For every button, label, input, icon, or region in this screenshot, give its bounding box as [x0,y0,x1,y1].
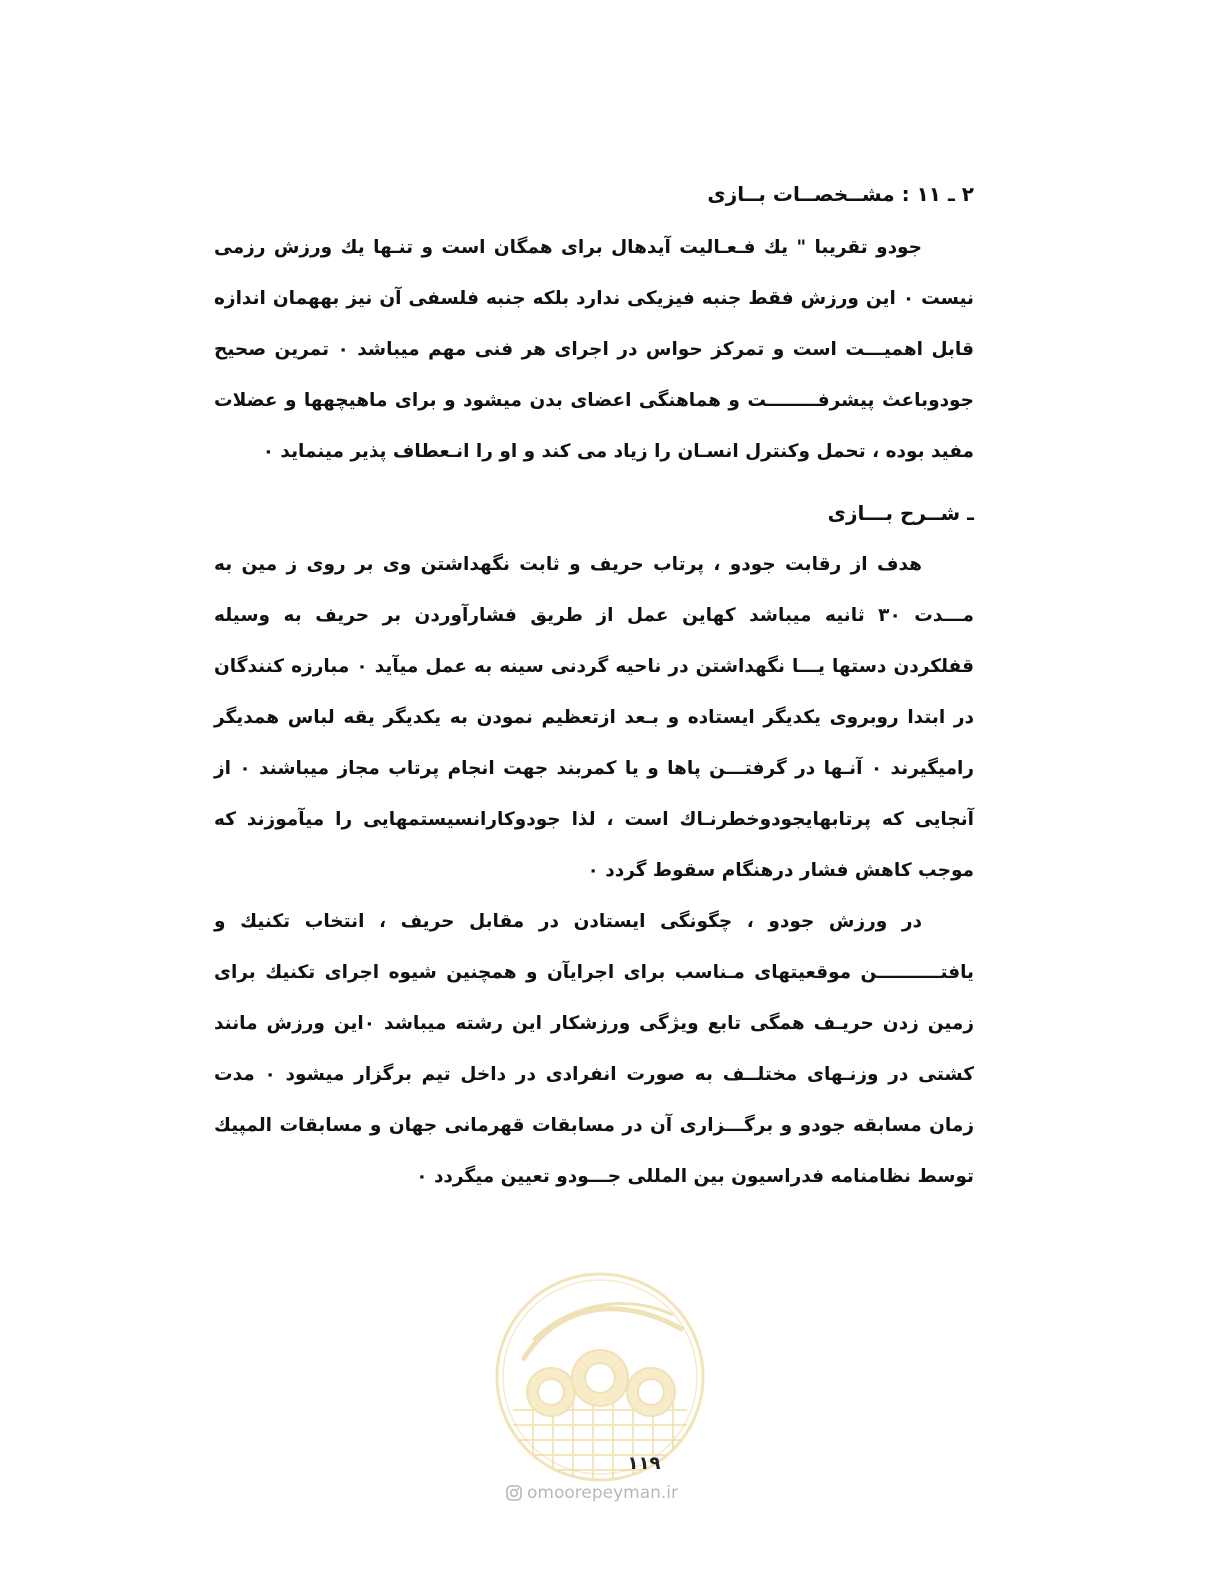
paragraph-game-rules: در ورزش جودو ، چگونگی ایستادن در مقابل حریف ، انتخاب تکنیك و یافتــــــــــن موقعیتهای مـناسب برای اجرایآن و همچنین شیوه اجرای تکنیك برای زمین زدن حریـف همگی تابع ویژگی ورزشکار این رشته میباشد ۰این ورزش مانند کشتی در وزنـهای مختلــف به صورت انفرادی در داخل تیم برگزار میشود ۰ مدت زمان مسابقه جودو و برگـــزاری آن در مسابقات قهرمانی جهان و مسابقات المپیك توسط نظامنامه فدراسیون بین المللی جـــودو تعیین میگردد ۰ [214,911,975,1187]
sub-heading: ـ شــرح بـــازی [827,501,974,525]
watermark-url-text: omoorepeyman.ir [527,1483,679,1503]
page-number: ۱۱۹ [627,1453,661,1474]
paragraph-game-description: هدف از رقابت جودو ، پرتاب حریف و ثابت نگهداشتن وی بر روی ز مین به مـــدت ۳۰ ثانیه میباشد کهاین عمل از طریق فشارآوردن بر حریف به وسیله قفلکردن دستها یـــا نگهداشتن در ناحیه گردنی سینه به عمل میآید ۰ مبارزه کنندگان در ابتدا روبروی یکدیگر ایستاده و بـعد ازتعظیم نمودن به یکدیگر یقه لباس همدیگر رامیگیرند ۰ آنـها در گرفتـــن پاها و یا کمربند جهت انجام پرتاب مجاز میباشند ۰ از آنجایی که پرتابهایجودوخطرنـاك است ، لذا جودوکارانسیستمهایی را میآموزند که موجب کاهش فشار درهنگام سقوط گردد ۰ [214,554,975,881]
instagram-icon [505,1484,523,1502]
watermark-logo [493,1270,707,1484]
page-body [214,168,974,1202]
paragraph-intro: جودو تقریبا " یك فـعـالیت آیدهال برای همگان است و تنـها یك ورزش رزمی نیست ۰ این ورزش فقط جنبه فیزیکی ندارد بلکه جنبه فلسفی آن نیز بههمان اندازه قابل اهمیـــت است و تمرکز حواس در اجرای هر فنی مهم میباشد ۰ تمرین صحیح جودوباعث پیشرفــــــــت و هماهنگی اعضای بدن میشود و برای ماهیچهها و عضلات مفید بوده ، تحمل وکنترل انسـان را زیاد می کند و او را انـعطاف پذیر مینماید ۰ [214,237,974,462]
section-heading: ۲ ـ ۱۱ : مشــخصــات بــازی [707,182,974,206]
